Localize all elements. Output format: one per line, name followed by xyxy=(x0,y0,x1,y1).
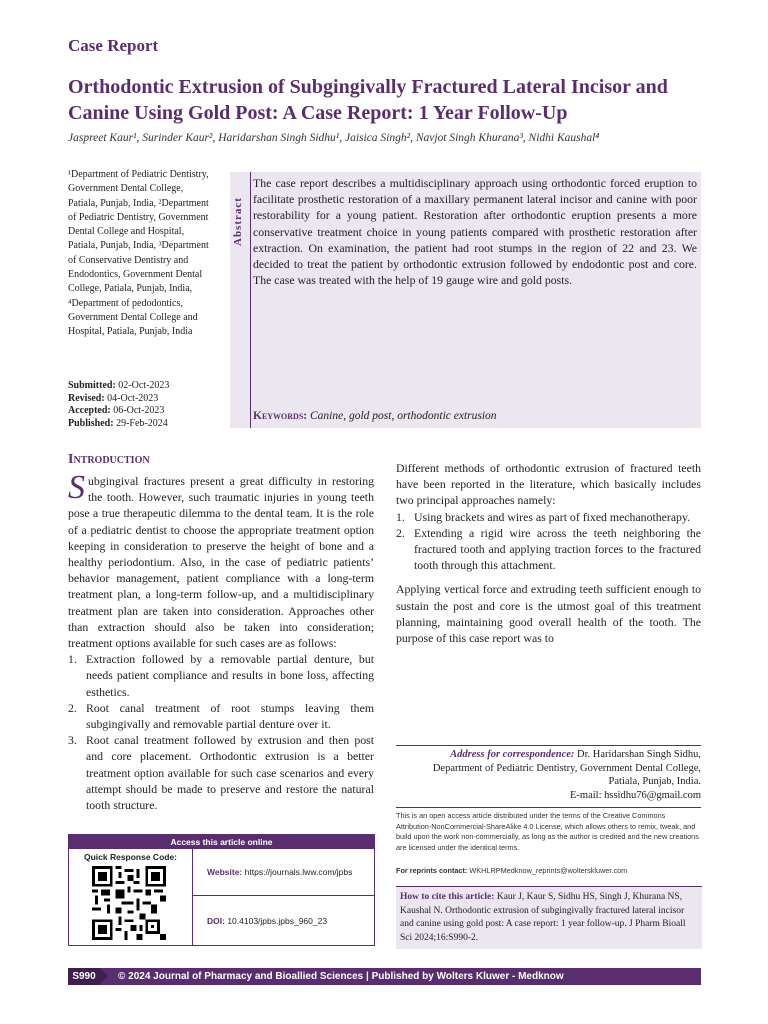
abstract-text: The case report describes a multidisciplinary approach using orthodontic forced eruption to facilitate prosthetic restoration of a maxillary permanent lateral incisor and canine with poor restorability for a young patient. Restoration after orthodontic eruption presents a more conservative treatment choice in young patients compared with prosthetic restoration after extraction. On examination, the patient had root stumps in the region of 22 and 23. We decided to treat the patient by orthodontic extrusion followed by endodontic post and core. The case was treated with the help of 19 gauge wire and gold posts. xyxy=(253,176,697,288)
author-list: Jaspreet Kaur¹, Surinder Kaur², Haridarshan Singh Sidhu¹, Jaisica Singh², Navjot Singh Khurana³, Nidhi Kaushal⁴ xyxy=(68,132,600,144)
extrusion-methods-list xyxy=(396,509,701,574)
qr-area xyxy=(69,849,193,945)
page-number: S990 xyxy=(68,968,100,985)
website-label: Website: xyxy=(207,867,243,877)
correspondence-address: Address for correspondence: Dr. Haridarshan Singh Sidhu, Department of Pediatric Dentistry, Government Dental College, Patiala, Punjab, India. E-mail: hssidhu76@gmail.com xyxy=(396,745,701,802)
list-item: 2. Root canal treatment of root stumps leaving them subgingivally and removable partial denture over it. xyxy=(68,700,374,732)
page-arrow-icon xyxy=(100,968,108,984)
reprints-contact: For reprints contact: WKHLRPMedknow_reprints@wolterskluwer.com xyxy=(396,866,628,875)
correspondence-email[interactable]: E-mail: hssidhu76@gmail.com xyxy=(570,789,701,801)
qr-label: Quick Response Code: xyxy=(83,852,178,862)
correspondence-label: Address for correspondence: xyxy=(450,749,575,760)
abstract-tag: Abstract xyxy=(232,197,244,246)
intro-paragraph-1: Subgingival fractures present a great difficulty in restoring the tooth. However, such traumatic injuries in young teeth pose a true therapeutic dilemma to the dental team. It is the role of a pediatric dentist to choose the appropriate treatment option keeping in consideration to preserve the height of bone and a healthy periodontium. Also, in the case of pediatric patients’ behavior management, patient compliance with a long-term treatment plan, a long-term follow-up, and a multidisciplinary treatment plan are taken into consideration. Approaches other than extraction should also be taken into consideration; treatment options available for such cases are as follows: xyxy=(68,469,374,651)
footer-text: © 2024 Journal of Pharmacy and Bioallied Sciences | Published by Wolters Kluwer - Medknow xyxy=(118,971,564,982)
drop-cap: S xyxy=(68,469,85,506)
affiliations: ¹Department of Pediatric Dentistry, Government Dental College, Patiala, Punjab, India, ²Department of Pediatric Dentistry, Government Dental College and Hospital, Patiala, Punjab, India, ³Department of Conservative Dentistry and Endodontics, Government Dental College, Patiala, Punjab, India, ⁴Department of pedodontics, Government Dental College and Hospital, Patiala, Punjab, India xyxy=(68,169,209,338)
abstract-box xyxy=(230,172,701,428)
doi-link[interactable]: 10.4103/jpbs.jpbs_960_23 xyxy=(227,916,328,926)
date-submitted: Submitted: 02-Oct-2023 xyxy=(68,380,170,391)
abstract-side xyxy=(230,172,248,428)
how-to-cite: How to cite this article: Kaur J, Kaur S, Sidhu HS, Singh J, Khurana NS, Kaushal N. Orthodontic extrusion of subgingivally fractured lateral incisor and canine using gold post: A case report: 1 year follow-up. J Pharm Bioall Sci 2024;16:S990-2. xyxy=(396,886,702,949)
article-dates xyxy=(68,380,218,430)
website-row xyxy=(193,849,374,896)
license-text: This is an open access article distributed under the terms of the Creative Commons Attribution-NonCommercial-ShareAlike 4.0 License, which allows others to remix, tweak, and build upon the work non-commercially, as long as the author is credited and the new creations are licensed under the identical terms. xyxy=(396,807,701,853)
access-header: Access this article online xyxy=(69,835,374,849)
keywords-label: Keywords: xyxy=(253,410,308,422)
reprints-email[interactable]: WKHLRPMedknow_reprints@wolterskluwer.com xyxy=(469,866,628,875)
doi-row xyxy=(193,897,374,945)
article-type-label: Case Report xyxy=(68,36,159,55)
list-item: 1. Extraction followed by a removable partial denture, but needs patient compliance and results in bone loss, affecting esthetics. xyxy=(68,652,374,699)
intro-paragraph-3: Applying vertical force and extruding teeth sufficient enough to sustain the post and core is the utmost goal of this treatment planning, maintaining good overall health of the tooth. The purpose of this case report was to xyxy=(396,582,701,646)
list-item: 3. Root canal treatment followed by extrusion and then post and core placement. Orthodontic extrusion is a better treatment option available for such case scenarios and every attempt should be made to preserve and restore the natural tooth structure. xyxy=(68,733,374,813)
list-item: 1. Using brackets and wires as part of fixed mechanotherapy. xyxy=(396,509,691,524)
qr-code-icon[interactable] xyxy=(92,866,166,940)
treatment-options-list xyxy=(68,651,374,813)
keywords-value: Canine, gold post, orthodontic extrusion xyxy=(310,410,497,422)
page-footer xyxy=(68,968,701,985)
intro-paragraph-2: Different methods of orthodontic extrusion of fractured teeth have been reported in the literature, which basically includes two principal approaches namely: xyxy=(396,461,701,508)
list-item: 2. Extending a rigid wire across the teeth neighboring the fractured tooth and applying traction forces to the fractured tooth through this attachment. xyxy=(396,525,701,573)
doi-label: DOI: xyxy=(207,916,225,926)
article-title: Orthodontic Extrusion of Subgingivally Fractured Lateral Incisor and Canine Using Gold Post: A Case Report: 1 Year Follow-Up xyxy=(68,76,668,124)
date-revised: Revised: 04-Oct-2023 xyxy=(68,392,159,404)
introduction-heading: Introduction xyxy=(68,452,150,467)
date-published: Published: 29-Feb-2024 xyxy=(68,417,168,429)
abstract-divider xyxy=(250,172,251,428)
cite-label: How to cite this article: xyxy=(400,892,495,902)
body-column-left xyxy=(68,452,374,813)
access-online-box xyxy=(68,834,375,946)
keywords xyxy=(253,410,697,422)
website-link[interactable]: https://journals.lww.com/jpbs xyxy=(244,867,353,877)
date-accepted: Accepted: 06-Oct-2023 xyxy=(68,405,165,416)
body-column-right xyxy=(396,452,701,646)
